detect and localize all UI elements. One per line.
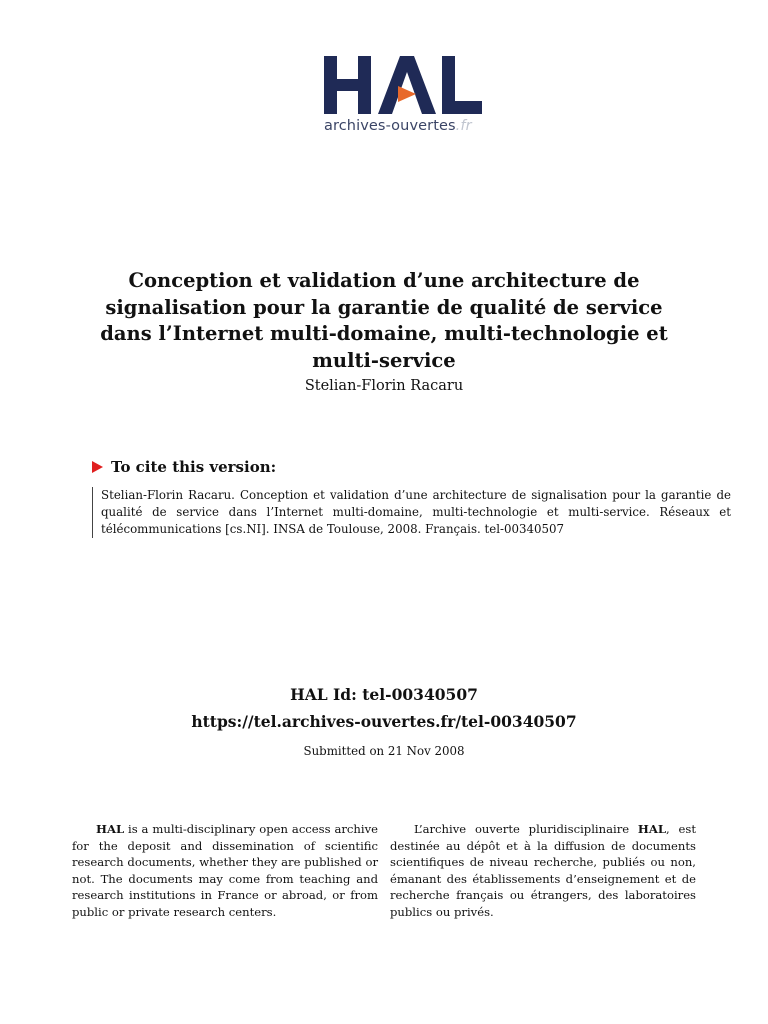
cite-heading <box>92 458 276 476</box>
citation-text: Stelian-Florin Racaru. Conception et validation d’une architecture de signalisation pour la garantie de qualité de service dans l’Internet multi-domaine, multi-technologie et multi-service. Réseaux et télécommunications [cs.NI]. INSA de Toulouse, 2008. Français. tel-00340507 <box>92 487 731 538</box>
author-name: Stelian-Florin Racaru <box>304 378 464 394</box>
hal-bold: HAL <box>96 822 125 836</box>
logo-subtitle: archives-ouvertes.fr <box>324 118 472 134</box>
triangle-icon <box>92 461 103 473</box>
submission-date: Submitted on 21 Nov 2008 <box>303 744 465 758</box>
french-description <box>390 821 696 921</box>
cite-heading-label: To cite this version: <box>111 458 277 476</box>
french-description-prefix: L’archive ouverte pluridisciplinaire <box>414 822 638 836</box>
english-description <box>72 821 378 921</box>
hal-id: HAL Id: tel-00340507 <box>290 685 478 704</box>
document-title: Conception et validation d’une architecture de signalisation pour la garantie de qualité de service dans l’Internet multi-domaine, multi-technologie et multi-service <box>100 269 668 372</box>
hal-logo-mark <box>322 52 492 116</box>
hal-logo <box>322 52 492 144</box>
hal-url-link[interactable]: https://tel.archives-ouvertes.fr/tel-00340507 <box>191 712 577 731</box>
english-description-text: is a multi-disciplinary open access archive for the deposit and dissemination of scientific research documents, whether they are published or not. The documents may come from teaching and research institutions in France or abroad, or from public or private research centers. <box>72 822 378 919</box>
french-description-text: , est destinée au dépôt et à la diffusion de documents scientifiques de niveau recherche, publiés ou non, émanant des établissements d’enseignement et de recherche français ou étrangers, des laboratoires publics ou privés. <box>390 822 696 919</box>
hal-bold-fr: HAL <box>637 822 667 836</box>
